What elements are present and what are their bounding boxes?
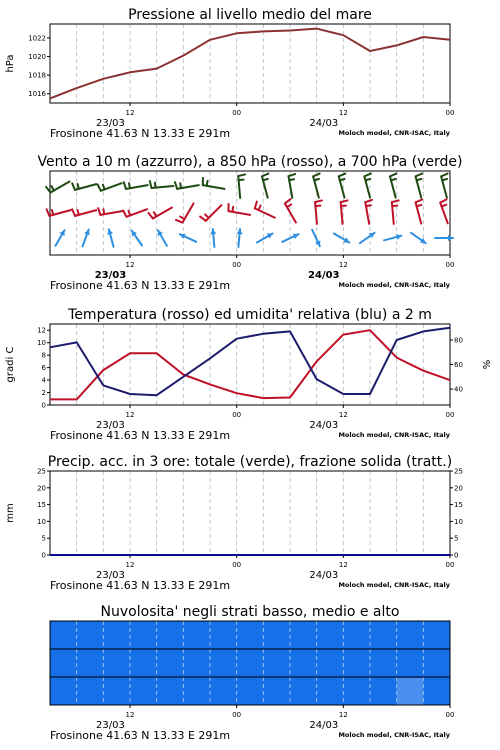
wind-barb bbox=[203, 178, 225, 189]
wind-barb bbox=[288, 174, 295, 198]
location-label: Frosinone 41.63 N 13.33 E 291m bbox=[50, 579, 231, 592]
panel-title: Vento a 10 m (azzurro), a 850 hPa (rosso), a 700 hPa (verde) bbox=[37, 154, 463, 170]
wind-barb bbox=[312, 230, 320, 246]
date-label: 23/03 bbox=[94, 270, 127, 281]
y-axis-label: % bbox=[482, 359, 493, 370]
x-tick-label: 00 bbox=[232, 411, 242, 419]
wind-barb bbox=[180, 234, 196, 242]
temperature-line bbox=[50, 330, 450, 399]
y-tick-label: 5 bbox=[41, 534, 46, 543]
x-tick-label: 00 bbox=[232, 261, 242, 269]
y-tick-label: 12 bbox=[37, 326, 46, 335]
y-tick-label: 5 bbox=[454, 534, 459, 543]
x-tick-label: 00 bbox=[232, 561, 242, 569]
cloud-fill bbox=[50, 621, 450, 705]
date-label: 24/03 bbox=[309, 720, 339, 731]
date-label: 24/03 bbox=[308, 270, 340, 281]
wind-barb bbox=[390, 174, 397, 198]
date-label: 24/03 bbox=[309, 570, 339, 581]
y-tick-label: 20 bbox=[37, 484, 46, 493]
y-tick-label: 1018 bbox=[28, 71, 46, 80]
y-tick-label: 1022 bbox=[28, 34, 46, 43]
x-tick-label: 12 bbox=[338, 261, 348, 269]
wind-barb bbox=[315, 200, 322, 224]
wind-barb bbox=[132, 231, 142, 246]
wind-barb bbox=[257, 233, 273, 242]
y-tick-label: 10 bbox=[454, 517, 463, 526]
y-tick-label: 0 bbox=[41, 401, 46, 410]
location-label: Frosinone 41.63 N 13.33 E 291m bbox=[50, 279, 231, 292]
wind-barb bbox=[98, 183, 122, 191]
y-axis-label: gradi C bbox=[5, 346, 16, 383]
x-tick-label: 00 bbox=[232, 711, 242, 719]
pressure-line bbox=[50, 29, 450, 99]
wind-barb bbox=[360, 233, 375, 243]
y-tick-label: 6 bbox=[41, 364, 46, 373]
wind-barb bbox=[72, 183, 96, 190]
y-tick-label: 4 bbox=[41, 376, 46, 385]
y-tick-label: 25 bbox=[37, 467, 46, 476]
y-tick-label: 0 bbox=[41, 551, 46, 560]
x-tick-label: 12 bbox=[338, 711, 348, 719]
wind-barb bbox=[175, 182, 199, 189]
wind-barb bbox=[255, 202, 275, 218]
x-tick-label: 00 bbox=[232, 109, 242, 117]
x-tick-label: 12 bbox=[125, 561, 135, 569]
wind-barb bbox=[158, 230, 167, 246]
wind-barb bbox=[238, 174, 245, 198]
wind-barb bbox=[149, 208, 172, 219]
date-label: 23/03 bbox=[96, 420, 125, 431]
cloud-cell-light bbox=[397, 678, 424, 705]
x-tick-label: 00 bbox=[445, 109, 455, 117]
wind-barb bbox=[200, 205, 221, 221]
x-tick-label: 12 bbox=[338, 411, 348, 419]
plot-frame bbox=[50, 471, 450, 555]
wind-barb bbox=[83, 230, 90, 247]
model-credit: Moloch model, CNR-ISAC, Italy bbox=[338, 129, 450, 137]
model-credit: Moloch model, CNR-ISAC, Italy bbox=[338, 431, 450, 439]
wind-barb bbox=[107, 229, 113, 246]
date-label: 24/03 bbox=[309, 420, 339, 431]
x-tick-label: 00 bbox=[445, 261, 455, 269]
wind-barb bbox=[416, 174, 423, 198]
y-tick-label: 1020 bbox=[28, 53, 46, 62]
x-tick-label: 00 bbox=[445, 561, 455, 569]
panel-title: Nuvolosita' negli strati basso, medio e alto bbox=[100, 604, 400, 620]
wind-barb bbox=[150, 181, 174, 188]
wind-barb bbox=[339, 174, 346, 198]
wind-barb bbox=[416, 200, 423, 224]
panel-1 bbox=[5, 7, 454, 140]
y-tick-label: 20 bbox=[454, 484, 463, 493]
x-tick-label: 12 bbox=[338, 109, 348, 117]
y-tick-label: 0 bbox=[454, 551, 459, 560]
wind-barb bbox=[365, 200, 372, 224]
x-tick-label: 12 bbox=[125, 711, 135, 719]
y-tick-label: 15 bbox=[37, 501, 46, 510]
wind-barb bbox=[210, 229, 216, 247]
cloud-cells bbox=[50, 621, 450, 705]
date-label: 23/03 bbox=[96, 118, 125, 129]
panel-title: Precip. acc. in 3 ore: totale (verde), frazione solida (tratt.) bbox=[47, 454, 453, 470]
y-tick-label: 80 bbox=[454, 336, 463, 345]
wind-barb bbox=[384, 234, 401, 240]
x-tick-label: 12 bbox=[338, 561, 348, 569]
location-label: Frosinone 41.63 N 13.33 E 291m bbox=[50, 429, 231, 442]
humidity-line bbox=[50, 328, 450, 396]
x-tick-label: 12 bbox=[125, 261, 135, 269]
y-axis-label: mm bbox=[5, 503, 16, 523]
date-label: 23/03 bbox=[96, 720, 125, 731]
y-axis-label: hPa bbox=[5, 54, 16, 73]
y-tick-label: 15 bbox=[454, 501, 463, 510]
panel-2 bbox=[37, 154, 462, 292]
date-label: 24/03 bbox=[309, 118, 339, 129]
panel-3 bbox=[5, 307, 493, 442]
wind-barb bbox=[228, 204, 250, 215]
y-tick-label: 10 bbox=[37, 517, 46, 526]
wind-barb bbox=[237, 229, 243, 247]
y-tick-label: 1016 bbox=[28, 90, 46, 99]
wind-barb bbox=[98, 208, 122, 215]
location-label: Frosinone 41.63 N 13.33 E 291m bbox=[50, 729, 231, 742]
panel-title: Temperatura (rosso) ed umidita' relativa (blu) a 2 m bbox=[68, 307, 432, 323]
model-credit: Moloch model, CNR-ISAC, Italy bbox=[338, 581, 450, 589]
y-tick-label: 25 bbox=[454, 467, 463, 476]
y-tick-label: 40 bbox=[454, 385, 463, 394]
wind-barb bbox=[56, 230, 65, 246]
wind-barb bbox=[124, 182, 148, 189]
wind-barb bbox=[123, 209, 147, 217]
wind-barb bbox=[72, 209, 96, 216]
x-tick-label: 12 bbox=[125, 109, 135, 117]
x-tick-label: 00 bbox=[445, 411, 455, 419]
date-label: 23/03 bbox=[96, 570, 125, 581]
y-tick-label: 10 bbox=[37, 339, 46, 348]
y-tick-label: 8 bbox=[41, 351, 46, 360]
y-tick-label: 60 bbox=[454, 361, 463, 369]
location-label: Frosinone 41.63 N 13.33 E 291m bbox=[50, 127, 231, 140]
wind-barb bbox=[441, 174, 448, 198]
x-tick-label: 12 bbox=[125, 411, 135, 419]
wind-barb bbox=[440, 199, 448, 223]
y-tick-label: 2 bbox=[41, 389, 46, 398]
plot-frame bbox=[50, 24, 450, 103]
wind-barb bbox=[341, 200, 348, 224]
model-credit: Moloch model, CNR-ISAC, Italy bbox=[338, 731, 450, 739]
x-tick-label: 00 bbox=[445, 711, 455, 719]
wind-barb bbox=[176, 203, 194, 222]
wind-barb bbox=[334, 234, 350, 243]
wind-barb bbox=[392, 200, 399, 224]
panel-title: Pressione al livello medio del mare bbox=[128, 7, 372, 23]
panel-4 bbox=[5, 454, 463, 592]
model-credit: Moloch model, CNR-ISAC, Italy bbox=[338, 281, 450, 289]
